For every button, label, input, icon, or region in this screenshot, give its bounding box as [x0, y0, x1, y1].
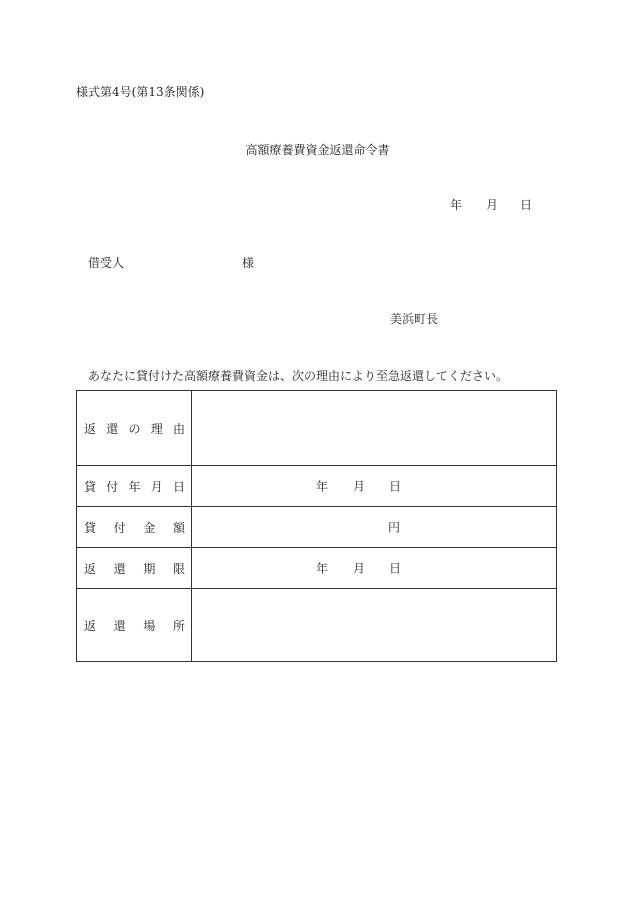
table-row-loan-amount	[77, 507, 557, 548]
loan-date-label: 貸 付 年 月 日	[77, 466, 192, 507]
repayment-place-field[interactable]	[192, 589, 557, 662]
loan-date-year-label: 年	[316, 479, 329, 494]
repayment-reason-field[interactable]	[192, 391, 557, 466]
deadline-day-label: 日	[389, 561, 402, 576]
repayment-detail-table	[76, 390, 557, 662]
loan-date-month-label: 月	[353, 479, 366, 494]
deadline-year-label: 年	[316, 561, 329, 576]
borrower-label: 借受人	[88, 256, 125, 270]
repayment-reason-label: 返 還 の 理 由	[77, 391, 192, 466]
table-row-loan-date	[77, 466, 557, 507]
table-row-repayment-reason	[77, 391, 557, 466]
issue-date-year-label: 年	[450, 198, 463, 212]
loan-amount-field[interactable]	[192, 507, 557, 548]
issue-date-month-label: 月	[486, 198, 499, 212]
repayment-deadline-field[interactable]	[192, 548, 557, 589]
deadline-month-label: 月	[353, 561, 366, 576]
loan-amount-label: 貸 付 金 額	[77, 507, 192, 548]
issuer-name: 美浜町長	[390, 312, 439, 326]
table-row-repayment-place	[77, 589, 557, 662]
yen-unit-label: 円	[388, 520, 401, 535]
honorific-label: 様	[242, 256, 255, 270]
intro-text: あなたに貸付けた高額療養費資金は、次の理由により至急返還してください。	[88, 369, 509, 383]
form-number: 様式第4号(第13条関係)	[76, 85, 205, 99]
table-row-repayment-deadline	[77, 548, 557, 589]
repayment-deadline-label: 返 還 期 限	[77, 548, 192, 589]
document-title: 高額療養費資金返還命令書	[245, 143, 390, 157]
issue-date-day-label: 日	[520, 198, 533, 212]
repayment-place-label: 返 還 場 所	[77, 589, 192, 662]
loan-date-day-label: 日	[389, 479, 402, 494]
loan-date-field[interactable]	[192, 466, 557, 507]
